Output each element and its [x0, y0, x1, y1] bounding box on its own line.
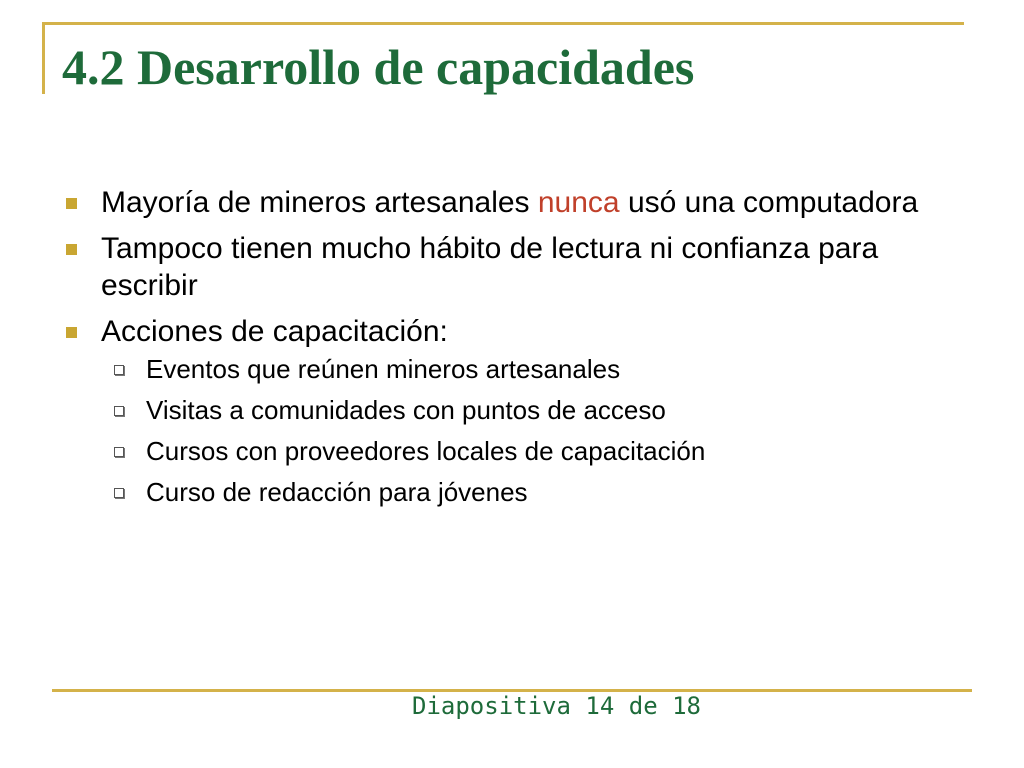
- slide-number: Diapositiva 14 de 18: [412, 692, 701, 720]
- bullet-text-before: Mayoría de mineros artesanales: [101, 186, 538, 219]
- sub-bullet-text: Curso de redacción para jóvenes: [146, 477, 528, 507]
- bullet-text: Acciones de capacitación:: [101, 315, 448, 348]
- sub-bullet-item: [101, 354, 940, 384]
- filled-square-bullet-icon: [66, 244, 77, 255]
- bullet-item-training-actions: [60, 313, 940, 507]
- sub-bullet-text: Eventos que reúnen mineros artesanales: [146, 354, 621, 384]
- sub-bullet-item: [101, 477, 940, 507]
- sub-bullet-item: [101, 436, 940, 466]
- hollow-square-bullet-icon: [114, 447, 124, 457]
- title-frame-top-rule: [42, 22, 964, 25]
- hollow-square-bullet-icon: [114, 365, 124, 375]
- sub-bullet-text: Visitas a comunidades con puntos de acceso: [146, 395, 666, 425]
- title-frame-left-rule: [42, 22, 45, 94]
- sub-bullet-text: Cursos con proveedores locales de capacitación: [146, 436, 706, 466]
- sub-bullet-list: [101, 354, 940, 507]
- filled-square-bullet-icon: [66, 327, 77, 338]
- bullet-item-reading-habit: [60, 230, 940, 304]
- filled-square-bullet-icon: [66, 198, 77, 209]
- slide-title: 4.2 Desarrollo de capacidades: [62, 39, 695, 95]
- bullet-emphasis-word: nunca: [537, 186, 620, 219]
- bullet-list: [60, 184, 940, 507]
- hollow-square-bullet-icon: [114, 406, 124, 416]
- slide-content: [60, 184, 940, 518]
- hollow-square-bullet-icon: [114, 488, 124, 498]
- bullet-text: Tampoco tienen mucho hábito de lectura ni confianza para escribir: [101, 232, 879, 302]
- sub-bullet-item: [101, 395, 940, 425]
- bullet-item-computers: [60, 184, 940, 221]
- bullet-text-after: usó una computadora: [619, 186, 919, 219]
